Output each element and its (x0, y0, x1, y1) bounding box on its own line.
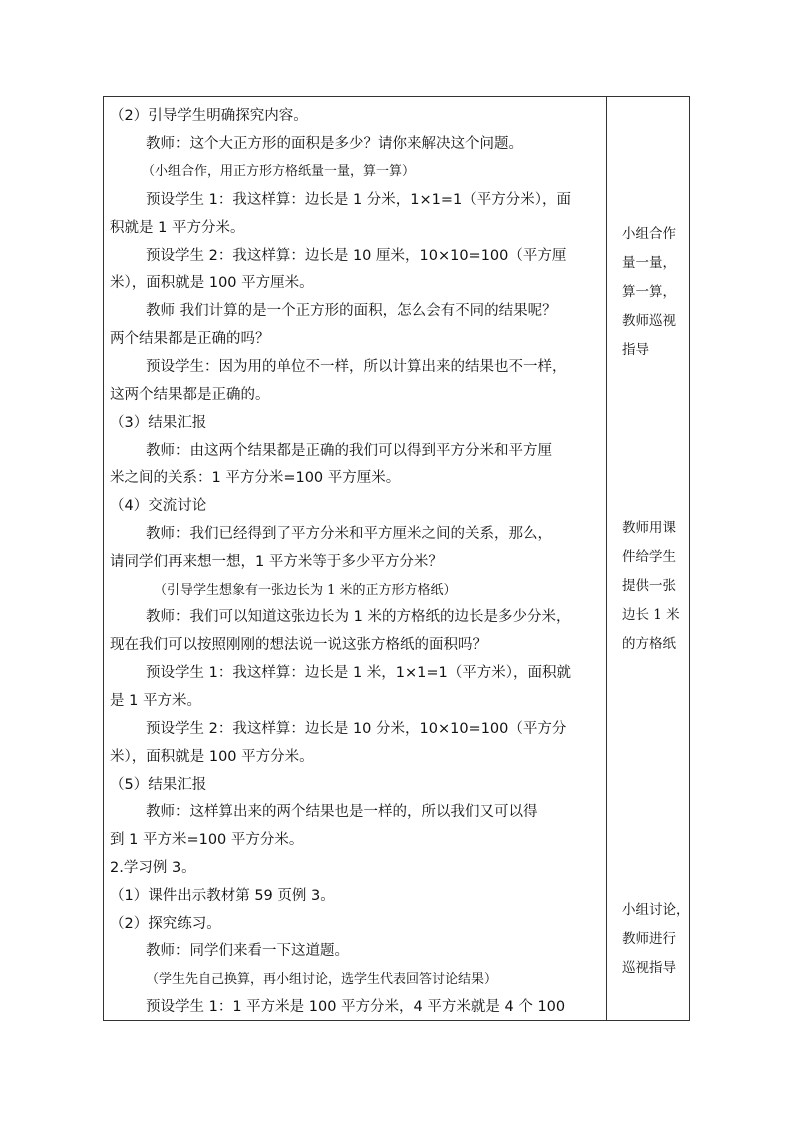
text-line: 教师：这个大正方形的面积是多少？请你来解决这个问题。 (146, 136, 523, 152)
text-line: 两个结果都是正确的吗？ (110, 331, 270, 347)
text-line: 预设学生 1：1 平方米是 100 平方分米，4 平方米就是 4 个 100 (146, 999, 566, 1015)
remark-line: 提供一张 (622, 578, 676, 594)
text-line: 教师 我们计算的是一个正方形的面积，怎么会有不同的结果呢？ (146, 303, 557, 319)
remark-line: 教师用课 (622, 520, 676, 536)
text-line: 积就是 1 平方分米。 (110, 220, 245, 236)
text-line: 是 1 平方米。 (110, 693, 201, 709)
text-line: 教师：同学们来看一下这道题。 (146, 943, 349, 959)
remark-line: 巡视指导 (622, 960, 676, 976)
lesson-table (103, 96, 690, 1021)
text-line: （3）结果汇报 (110, 415, 207, 431)
remark-group-cooperation (622, 220, 684, 365)
remark-line: 小组合作 (622, 226, 676, 242)
text-line: 到 1 平方米=100 平方分米。 (110, 832, 304, 848)
text-line: 教师：这样算出来的两个结果也是一样的，所以我们又可以得 (146, 804, 538, 820)
text-line: （学生先自己换算，再小组讨论，选学生代表回答讨论结果） (146, 972, 498, 987)
text-line: 2.学习例 3。 (110, 860, 196, 876)
remark-line: 小组讨论， (622, 902, 690, 918)
remark-line: 教师巡视 (622, 313, 676, 329)
text-line: （2）引导学生明确探究内容。 (110, 108, 308, 124)
remark-line: 算一算， (622, 284, 676, 300)
remark-line: 的方格纸 (622, 636, 676, 652)
text-line: （引导学生想象有一张边长为 1 米的正方形方格纸） (154, 583, 457, 598)
lesson-content (104, 97, 606, 1020)
text-line: 预设学生 1：我这样算：边长是 1 米，1×1=1（平方米），面积就 (146, 665, 572, 681)
text-line: 这两个结果都是正确的。 (110, 387, 270, 403)
remark-group-discussion (622, 896, 690, 983)
text-line: 预设学生：因为用的单位不一样，所以计算出来的结果也不一样， (146, 359, 567, 375)
remark-line: 指导 (622, 342, 649, 358)
remarks-column (607, 97, 689, 1020)
remark-courseware (622, 514, 684, 659)
text-line: 现在我们可以按照刚刚的想法说一说这张方格纸的面积吗？ (110, 637, 487, 653)
text-line: （1）课件出示教材第 59 页例 3。 (110, 888, 335, 904)
text-line: 预设学生 1：我这样算：边长是 1 分米，1×1=1（平方分米），面 (146, 192, 572, 208)
text-line: （4）交流讨论 (110, 498, 207, 514)
text-line: 预设学生 2：我这样算：边长是 10 分米，10×10=100（平方分 (146, 721, 567, 737)
text-line: 教师：由这两个结果都是正确的我们可以得到平方分米和平方厘 (146, 443, 552, 459)
text-line: 教师：我们已经得到了平方分米和平方厘米之间的关系，那么， (146, 526, 552, 542)
remark-line: 教师进行 (622, 931, 676, 947)
text-line: 教师：我们可以知道这张边长为 1 米的方格纸的边长是多少分米， (146, 609, 571, 625)
text-line: 预设学生 2：我这样算：边长是 10 厘米，10×10=100（平方厘 (146, 248, 567, 264)
text-line: （2）探究练习。 (110, 916, 221, 932)
text-line: 请同学们再来想一想，1 平方米等于多少平方分米？ (110, 554, 443, 570)
text-line: （5）结果汇报 (110, 777, 207, 793)
remark-line: 量一量， (622, 255, 676, 271)
text-line: 米），面积就是 100 平方厘米。 (110, 275, 314, 291)
text-line: 米），面积就是 100 平方分米。 (110, 749, 314, 765)
text-line: 米之间的关系：1 平方分米=100 平方厘米。 (110, 470, 401, 486)
text-line: （小组合作，用正方形方格纸量一量，算一算） (142, 164, 416, 179)
remark-line: 件给学生 (622, 549, 676, 565)
remark-line: 边长 1 米 (622, 607, 680, 623)
